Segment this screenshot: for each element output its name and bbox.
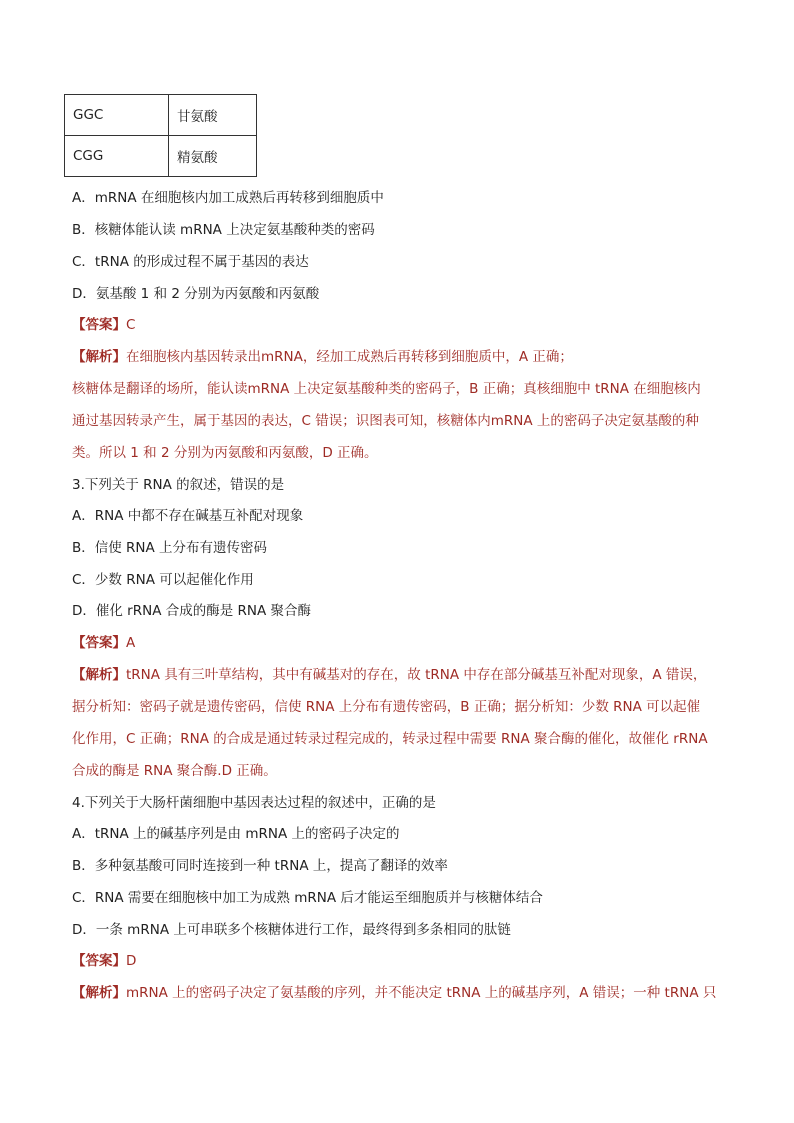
q2-analysis-line: [72, 347, 573, 367]
q3-option-c: C．少数 RNA 可以起催化作用: [72, 572, 254, 588]
q2-analysis-line: 通过基因转录产生，属于基因的表达，C 错误；识图表可知，核糖体内mRNA 上的密码子决定氨基酸的种: [72, 413, 699, 429]
q3-stem: 3.下列关于 RNA 的叙述，错误的是: [72, 477, 285, 493]
analysis-label: 【解析】: [72, 985, 126, 1001]
codon-cell: CGG: [65, 136, 169, 177]
table-row: [65, 136, 257, 177]
q4-option-b: B．多种氨基酸可同时连接到一种 tRNA 上，提高了翻译的效率: [72, 858, 448, 874]
q4-stem: 4.下列关于大肠杆菌细胞中基因表达过程的叙述中，正确的是: [72, 795, 436, 811]
amino-acid-cell: 精氨酸: [169, 136, 257, 177]
q3-analysis-line: 化作用，C 正确；RNA 的合成是通过转录过程完成的，转录过程中需要 RNA 聚合酶的催化，故催化 rRNA: [72, 731, 708, 747]
q3-answer: [72, 633, 135, 653]
q2-option-d: D．氨基酸 1 和 2 分别为丙氨酸和丙氨酸: [72, 286, 320, 302]
answer-label: 【答案】: [72, 953, 126, 969]
q2-answer: [72, 315, 135, 335]
q2-option-b: B．核糖体能认读 mRNA 上决定氨基酸种类的密码: [72, 222, 375, 238]
answer-value: C: [126, 317, 136, 333]
answer-value: A: [126, 635, 136, 651]
amino-acid-cell: 甘氨酸: [169, 95, 257, 136]
answer-label: 【答案】: [72, 317, 126, 333]
q4-option-c: C．RNA 需要在细胞核中加工为成熟 mRNA 后才能运至细胞质并与核糖体结合: [72, 890, 543, 906]
q2-analysis-line: 核糖体是翻译的场所，能认读mRNA 上决定氨基酸种类的密码子，B 正确；真核细胞中 tRNA 在细胞核内: [72, 381, 701, 397]
q4-option-d: D．一条 mRNA 上可串联多个核糖体进行工作，最终得到多条相同的肽链: [72, 922, 511, 938]
q2-analysis-line: 类。所以 1 和 2 分别为丙氨酸和丙氨酸，D 正确。: [72, 445, 378, 461]
q3-option-a: A．RNA 中都不存在碱基互补配对现象: [72, 508, 304, 524]
q3-analysis-line: 据分析知：密码子就是遗传密码，信使 RNA 上分布有遗传密码，B 正确；据分析知：少数 RNA 可以起催: [72, 699, 701, 715]
answer-label: 【答案】: [72, 635, 126, 651]
analysis-label: 【解析】: [72, 667, 126, 683]
q2-option-a: A．mRNA 在细胞核内加工成熟后再转移到细胞质中: [72, 190, 384, 206]
codon-table: [64, 94, 257, 177]
q3-option-d: D．催化 rRNA 合成的酶是 RNA 聚合酶: [72, 603, 312, 619]
q2-option-c: C．tRNA 的形成过程不属于基因的表达: [72, 254, 309, 270]
q4-analysis-line: [72, 983, 716, 1003]
q3-analysis-line: 合成的酶是 RNA 聚合酶.D 正确。: [72, 763, 277, 779]
codon-cell: GGC: [65, 95, 169, 136]
q4-option-a: A．tRNA 上的碱基序列是由 mRNA 上的密码子决定的: [72, 826, 400, 842]
q3-option-b: B．信使 RNA 上分布有遗传密码: [72, 540, 268, 556]
table-row: [65, 95, 257, 136]
analysis-text: 在细胞核内基因转录出mRNA，经加工成熟后再转移到细胞质中，A 正确；: [126, 349, 573, 365]
analysis-text: tRNA 具有三叶草结构，其中有碱基对的存在，故 tRNA 中存在部分碱基互补配对现象，A 错误，: [126, 667, 707, 683]
q3-analysis-line: [72, 665, 706, 685]
q4-answer: [72, 951, 136, 971]
answer-value: D: [126, 953, 137, 969]
analysis-text: mRNA 上的密码子决定了氨基酸的序列，并不能决定 tRNA 上的碱基序列，A 错误；一种 tRNA 只: [126, 985, 717, 1001]
analysis-label: 【解析】: [72, 349, 126, 365]
